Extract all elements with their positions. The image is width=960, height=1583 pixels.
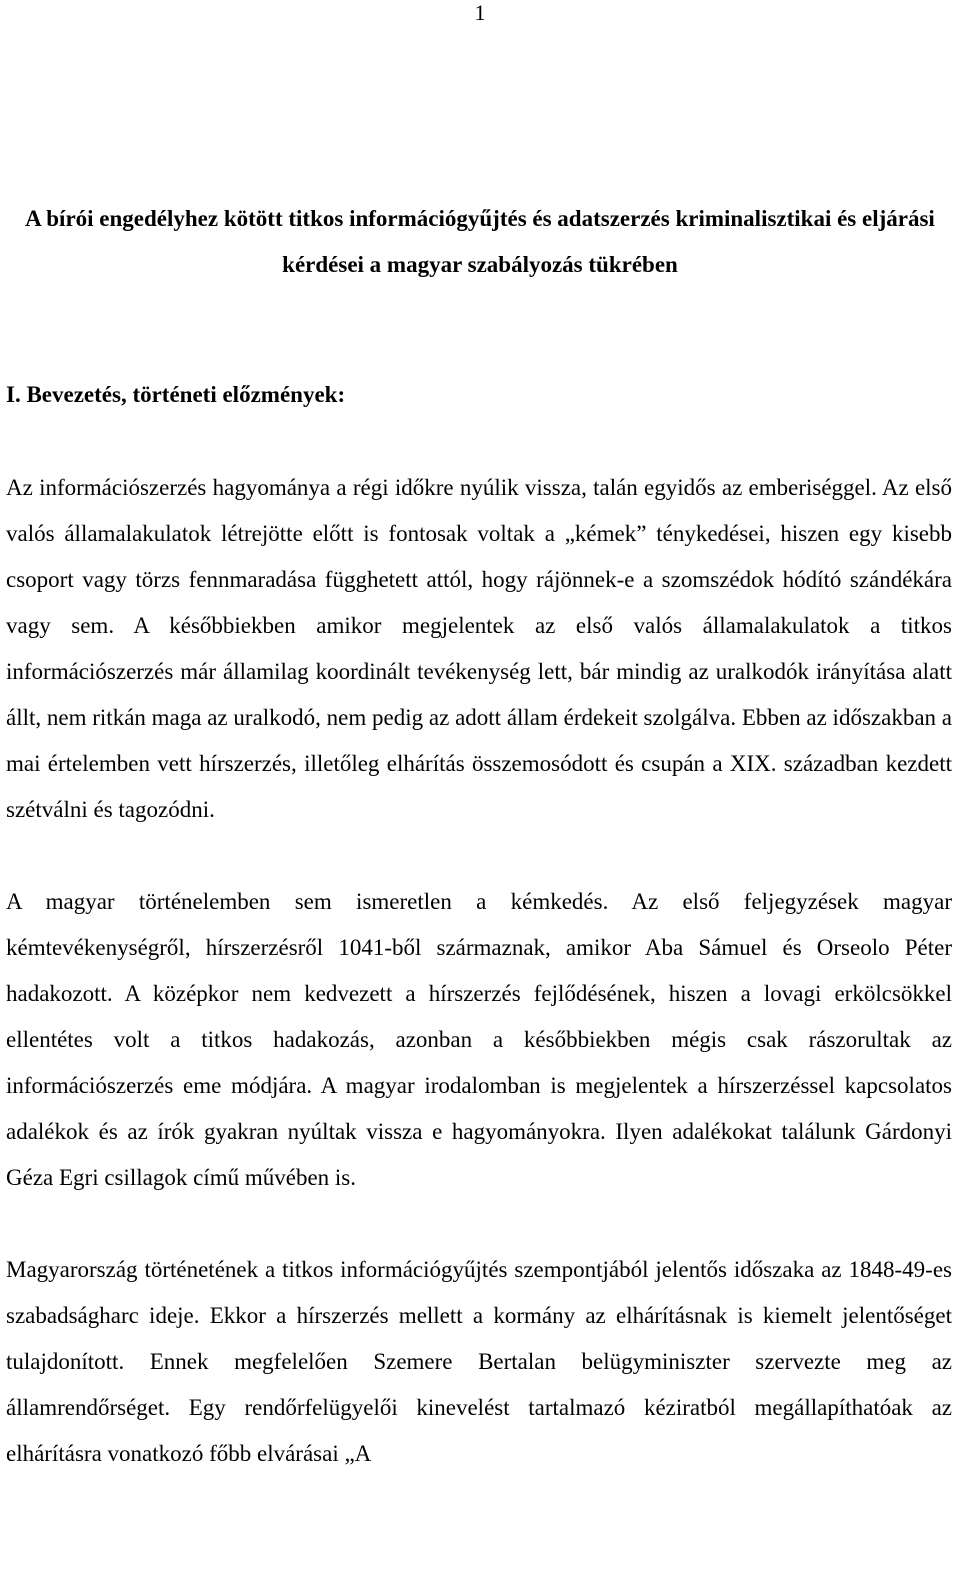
paragraph-1848-revolution: Magyarország történetének a titkos információgyűjtés szempontjából jelentős időszaka az 1848-49-es szabadságharc ideje. Ekkor a hírszerzés mellett a kormány az elhárításnak is kiemelt jelentőséget tulajdonított. Ennek megfelelően Szemere Bertalan belügyminiszter szervezte meg az államrendőrséget. Egy rendőrfelügyelői kinevelést tartalmazó kéziratból megállapíthatóak az elhárításra vonatkozó főbb elvárásai „A (6, 1257, 952, 1466)
paragraph-information-gathering-history: Az információszerzés hagyománya a régi időkre nyúlik vissza, talán egyidős az emberiséggel. Az első valós államalakulatok létrejötte előtt is fontosak voltak a „kémek” ténykedései, hiszen egy kisebb csoport vagy törzs fennmaradása függhetett attól, hogy rájönnek-e a szomszédok hódító szándékára vagy sem. A későbbiekben amikor megjelentek az első valós államalakulatok a titkos információszerzés már államilag koordinált tevékenység lett, bár mindig az uralkodók irányítása alatt állt, nem ritkán maga az uralkodó, nem pedig az adott állam érdekeit szolgálva. Ebben az időszakban a mai értelemben vett hírszerzés, illetőleg elhárítás összemosódott és csupán a XIX. században kezdett szétválni és tagozódni. (6, 475, 952, 822)
page-number: 1 (474, 0, 486, 25)
section-heading: I. Bevezetés, történeti előzmények: (6, 382, 346, 407)
paragraph-hungarian-espionage-history: A magyar történelemben sem ismeretlen a kémkedés. Az első feljegyzések magyar kémtevékenységről, hírszerzésről 1041-ből származnak, amikor Aba Sámuel és Orseolo Péter hadakozott. A középkor nem kedvezett a hírszerzés fejlődésének, hiszen a lovagi erkölcsökkel ellentétes volt a titkos hadakozás, azonban a későbbiekben mégis csak rászorultak az információszerzés eme módjára. A magyar irodalomban is megjelentek a hírszerzéssel kapcsolatos adalékok és az írók gyakran nyúltak vissza e hagyományokra. Ilyen adalékokat találunk Gárdonyi Géza Egri csillagok című művében is. (6, 889, 952, 1190)
document-title: A bírói engedélyhez kötött titkos információgyűjtés és adatszerzés kriminalisztikai és eljárási kérdései a magyar szabályozás tükrében (25, 206, 935, 277)
